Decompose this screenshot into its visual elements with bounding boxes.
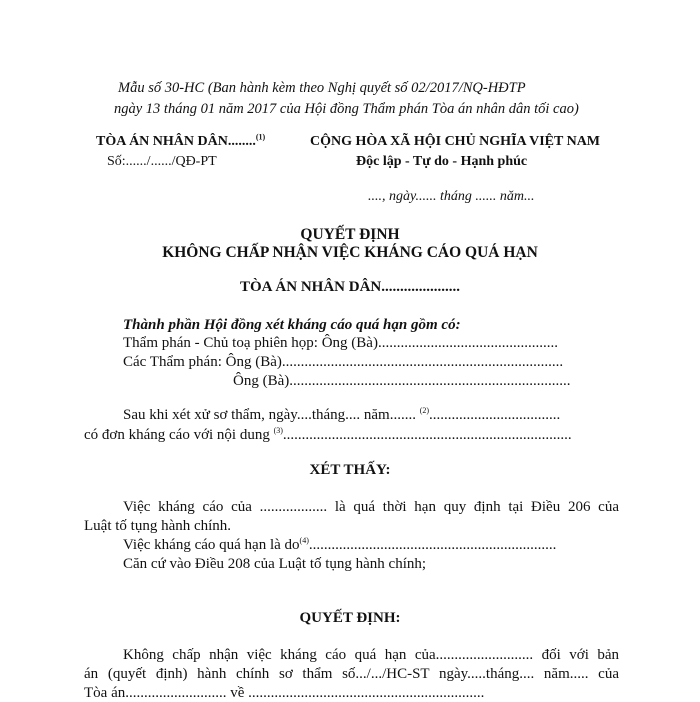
late-reason-dots: .................................................................. bbox=[308, 537, 557, 553]
decision-subtitle: KHÔNG CHẤP NHẬN VIỆC KHÁNG CÁO QUÁ HẠN bbox=[162, 244, 538, 261]
findings-p1-line2: Luật tố tụng hành chính. bbox=[84, 518, 232, 534]
court-header-footnote: (1) bbox=[255, 132, 266, 142]
decision-line2: án (quyết định) hành chính sơ thẩm số.../.../HC-ST ngày.....tháng.... năm..... của bbox=[84, 666, 619, 682]
form-note-line2: ngày 13 tháng 01 năm 2017 của Hội đồng Thẩm phán Tòa án nhân dân tối cao) bbox=[114, 101, 579, 117]
appeal-content-text: có đơn kháng cáo với nội dung bbox=[84, 427, 270, 443]
decision-heading: QUYẾT ĐỊNH: bbox=[299, 610, 401, 626]
after-trial-text: Sau khi xét xử sơ thẩm, ngày....tháng.... năm....... bbox=[123, 407, 416, 423]
after-trial-line1 bbox=[123, 407, 560, 424]
country-name: CỘNG HÒA XÃ HỘI CHỦ NGHĨA VIỆT NAM bbox=[310, 134, 601, 149]
national-motto: Độc lập - Tự do - Hạnh phúc bbox=[356, 154, 528, 169]
footnote-3: (3) bbox=[273, 426, 283, 435]
findings-p1-line1: Việc kháng cáo của .................. là quá thời hạn quy định tại Điều 206 của bbox=[123, 499, 619, 515]
after-trial-dots: ................................... bbox=[429, 407, 561, 423]
court-header-text: TÒA ÁN NHÂN DÂN........ bbox=[96, 134, 256, 149]
council-judges: Các Thẩm phán: Ông (Bà)........................................................................... bbox=[123, 354, 564, 370]
findings-p3: Căn cứ vào Điều 208 của Luật tố tụng hành chính; bbox=[123, 556, 427, 572]
court-name: TÒA ÁN NHÂN DÂN..................... bbox=[239, 279, 460, 295]
decision-title: QUYẾT ĐỊNH bbox=[300, 226, 400, 243]
council-presiding-judge: Thẩm phán - Chủ toạ phiên họp: Ông (Bà)................................................ bbox=[123, 335, 558, 351]
footnote-4: (4) bbox=[299, 536, 309, 545]
decision-number: Số:....../....../QĐ-PT bbox=[107, 154, 217, 169]
council-judge-2: Ông (Bà)........................................................................... bbox=[233, 373, 571, 389]
findings-heading: XÉT THẤY: bbox=[309, 462, 391, 478]
decision-line3: Tòa án........................... về ............................................................... bbox=[84, 685, 485, 701]
footnote-2: (2) bbox=[419, 406, 430, 415]
council-heading: Thành phần Hội đồng xét kháng cáo quá hạn gồm có: bbox=[123, 317, 461, 333]
late-reason-text: Việc kháng cáo quá hạn là do bbox=[123, 537, 300, 553]
court-header bbox=[96, 134, 265, 150]
after-trial-line2 bbox=[84, 427, 572, 444]
appeal-content-dots: ............................................................................. bbox=[282, 427, 572, 443]
findings-p2 bbox=[123, 537, 556, 554]
form-note-line1: Mẫu số 30-HC (Ban hành kèm theo Nghị quyết số 02/2017/NQ-HĐTP bbox=[118, 80, 526, 96]
date-line: ...., ngày...... tháng ...... năm... bbox=[368, 189, 535, 204]
decision-line1: Không chấp nhận việc kháng cáo quá hạn của.......................... đối với bản bbox=[123, 647, 619, 663]
